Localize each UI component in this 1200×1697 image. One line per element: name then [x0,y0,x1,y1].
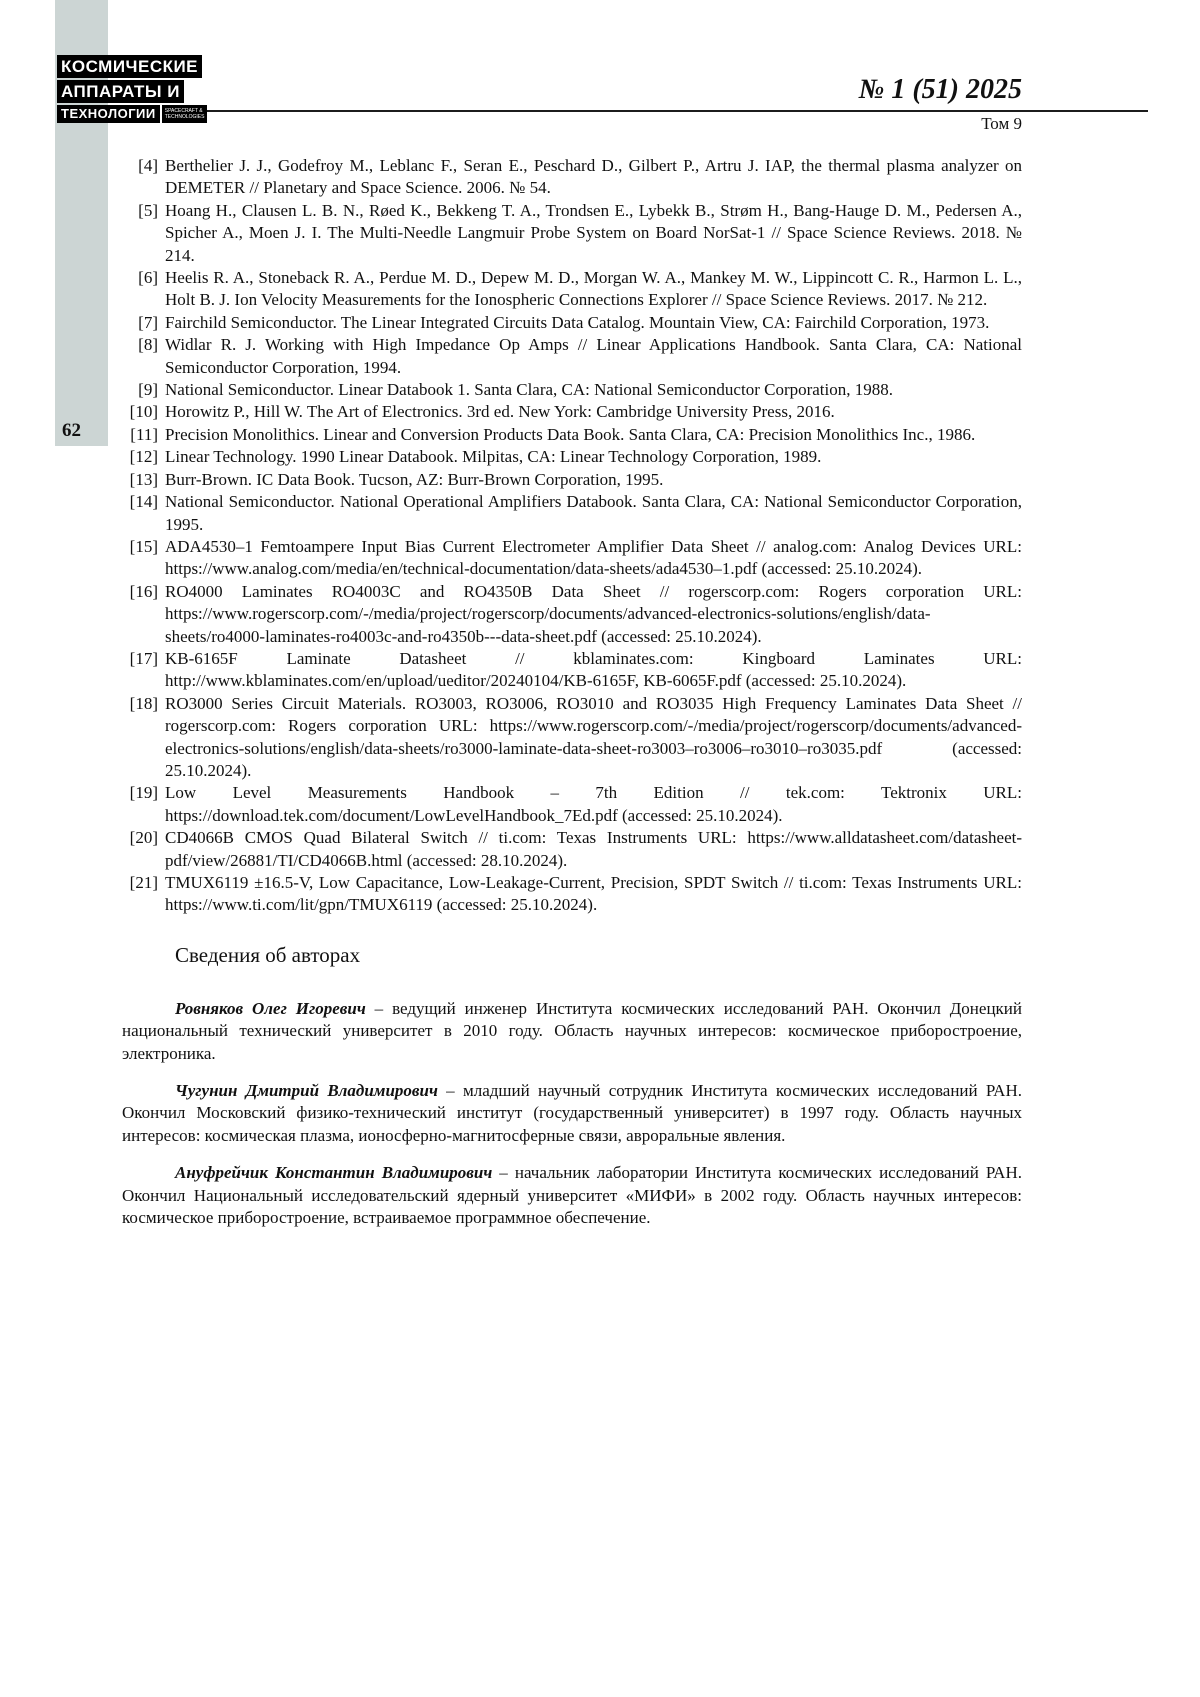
reference-text: Heelis R. A., Stoneback R. A., Perdue M. D., Depew M. D., Morgan W. A., Mankey M. W., Lippincott C. R., Harmon L. L., Holt B. J. Ion Velocity Measurements for the Ionospheric Connections Explorer // Space Science Reviews. 2017. № 212. [165,268,1022,310]
reference-item [122,401,1022,423]
reference-number: [16] [129,581,158,601]
reference-text: Horowitz P., Hill W. The Art of Electronics. 3rd ed. New York: Cambridge University Press, 2016. [165,402,835,422]
reference-number: [6] [138,268,158,288]
author-name: Ровняков Олег Игоревич [175,998,366,1018]
author-bio [122,1162,1022,1229]
reference-item [122,648,1022,693]
reference-text: Hoang H., Clausen L. B. N., Røed K., Bekkeng T. A., Trondsen E., Lybekk B., Strøm H., Bang-Hauge D. M., Pedersen A., Spicher A., Moen J. I. The Multi-Needle Langmuir Probe System on Board NorSat-1 // Space Science Reviews. 2018. № 214. [165,200,1022,265]
author-bio [122,998,1022,1065]
author-bio [122,1080,1022,1147]
journal-logo [57,55,207,123]
reference-item [122,491,1022,536]
reference-text: Berthelier J. J., Godefroy M., Leblanc F., Seran E., Peschard D., Gilbert P., Artru J. IAP, the thermal plasma analyzer on DEMETER // Planetary and Space Science. 2006. № 54. [165,156,1022,198]
reference-item [122,334,1022,379]
reference-text: Burr-Brown. IC Data Book. Tucson, AZ: Burr-Brown Corporation, 1995. [165,469,664,489]
reference-number: [12] [129,447,158,467]
reference-number: [19] [129,783,158,803]
reference-text: ADA4530–1 Femtoampere Input Bias Current Electrometer Amplifier Data Sheet // analog.com: Analog Devices URL: https://www.analog.com/media/en/technical-documentation/data-sheets/ada4530–1.pdf (accessed: 25.10.2024). [165,536,1022,579]
author-bio-text: – ведущий инженер Института космических исследований РАН. Окончил Донецкий национальный технический университет в 2010 году. Область научных интересов: космическое приборостроение, электроника. [122,998,1022,1063]
reference-number: [17] [129,648,158,668]
issue-number: № 1 (51) 2025 [858,74,1022,105]
reference-number: [18] [129,693,158,713]
reference-item [122,424,1022,446]
reference-item [122,446,1022,468]
logo-line-3: ТЕХНОЛОГИИ [57,105,160,123]
reference-text: National Semiconductor. Linear Databook 1. Santa Clara, CA: National Semiconductor Corporation, 1988. [165,380,894,400]
reference-item [122,693,1022,783]
reference-item [122,536,1022,581]
reference-number: [9] [138,380,158,400]
logo-tagline-1: SPACECRAFT & [164,108,203,114]
reference-text: RO4000 Laminates RO4003C and RO4350B Data Sheet // rogerscorp.com: Rogers corporation URL: https://www.rogerscorp.com/-/media/project/rogerscorp/documents/advanced-electronics-solutions/english/data-sheets/ro4000-laminates-ro4003c-and-ro4350b---data-sheet.pdf (accessed: 25.10.2024). [165,581,1022,646]
reference-item [122,267,1022,312]
references-list [122,155,1022,917]
reference-text: Low Level Measurements Handbook – 7th Edition // tek.com: Tektronix URL: https://download.tek.com/document/LowLevelHandbook_7Ed.pdf (accessed: 25.10.2024). [165,783,1022,825]
reference-item [122,827,1022,872]
reference-text: Precision Monolithics. Linear and Conversion Products Data Book. Santa Clara, CA: Precision Monolithics Inc., 1986. [165,424,976,444]
logo-line-2: АППАРАТЫ И [57,80,184,103]
reference-text: Fairchild Semiconductor. The Linear Integrated Circuits Data Catalog. Mountain View, CA: Fairchild Corporation, 1973. [165,312,990,332]
reference-text: National Semiconductor. National Operational Amplifiers Databook. Santa Clara, CA: National Semiconductor Corporation, 1995. [165,492,1022,534]
reference-number: [10] [129,402,158,422]
reference-item [122,581,1022,648]
logo-tagline [162,105,208,123]
logo-tagline-2: TECHNOLOGIES [164,114,205,120]
reference-number: [5] [138,200,158,220]
page-content [122,155,1022,1229]
reference-item [122,782,1022,827]
logo-line-1: КОСМИЧЕСКИЕ [57,55,202,78]
author-bio-text: – начальник лаборатории Института космических исследований РАН. Окончил Национальный исследовательский ядерный университет «МИФИ» в 2002 году. Область научных интересов: космическое приборостроение, встраиваемое программное обеспечение. [122,1163,1022,1228]
reference-number: [15] [129,536,158,556]
reference-text: CD4066B CMOS Quad Bilateral Switch // ti.com: Texas Instruments URL: https://www.alldatasheet.com/datasheet-pdf/view/26881/TI/CD4066B.html (accessed: 28.10.2024). [165,828,1022,870]
reference-number: [8] [138,335,158,355]
reference-text: Widlar R. J. Working with High Impedance Op Amps // Linear Applications Handbook. Santa Clara, CA: National Semiconductor Corporation, 1994. [165,335,1022,377]
author-name: Ануфрейчик Константин Владимирович [175,1163,493,1183]
reference-item [122,379,1022,401]
reference-text: Linear Technology. 1990 Linear Databook. Milpitas, CA: Linear Technology Corporation, 1989. [165,447,822,467]
authors-section-title: Сведения об авторах [175,942,361,967]
volume-number: Том 9 [981,114,1022,133]
header-rule [205,110,1148,112]
reference-text: TMUX6119 ±16.5-V, Low Capacitance, Low-Leakage-Current, Precision, SPDT Switch // ti.com: Texas Instruments URL: https://www.ti.com/lit/gpn/TMUX6119 (accessed: 25.10.2024). [165,873,1022,915]
page-number: 62 [62,420,81,441]
reference-number: [21] [129,873,158,892]
reference-item [122,155,1022,200]
reference-number: [11] [130,424,158,444]
reference-number: [14] [129,492,158,512]
reference-number: [20] [129,828,158,848]
reference-item [122,469,1022,491]
reference-number: [7] [138,312,158,332]
reference-item [122,872,1022,917]
authors-list [122,998,1022,1230]
reference-item [122,200,1022,267]
reference-number: [4] [138,156,158,175]
author-bio-text: – младший научный сотрудник Института космических исследований РАН. Окончил Московский физико-технический институт (государственный университет) в 1997 году. Область научных интересов: космическая плазма, ионосферно-магнитосферные связи, авроральные явления. [122,1081,1022,1145]
reference-text: RO3000 Series Circuit Materials. RO3003, RO3006, RO3010 and RO3035 High Frequency Laminates Data Sheet // rogerscorp.com: Rogers corporation URL: https://www.rogerscorp.com/-/media/project/rogerscorp/documents/advanced-electronics-solutions/english/data-sheets/ro3000-laminate-data-sheet-ro3003–ro3006–ro3010–ro3035.pdf (accessed: 25.10.2024). [165,693,1022,780]
author-name: Чугунин Дмитрий Владимирович [175,1081,438,1101]
reference-number: [13] [129,469,158,489]
reference-text: KB-6165F Laminate Datasheet // kblaminates.com: Kingboard Laminates URL: http://www.kblaminates.com/en/upload/ueditor/20240104/KB-6165F, KB-6065F.pdf (accessed: 25.10.2024). [165,648,1022,691]
reference-item [122,312,1022,334]
